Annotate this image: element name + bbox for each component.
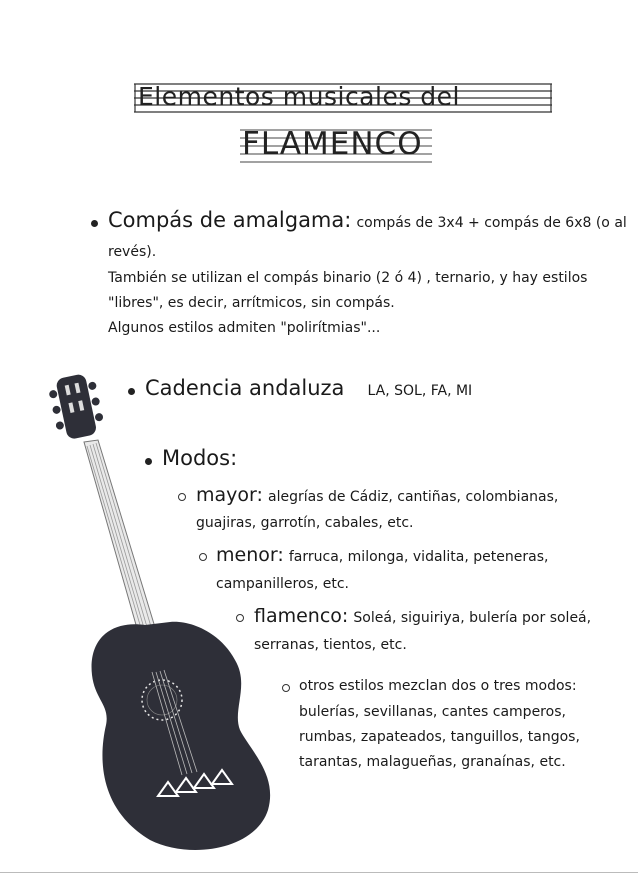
page-edge-divider xyxy=(0,872,638,873)
circle-bullet-icon xyxy=(282,684,290,692)
compas-text4: "libres", es decir, arrítmicos, sin compás. xyxy=(108,295,395,311)
compas-line1 xyxy=(108,208,627,232)
circle-bullet-icon xyxy=(178,493,186,501)
flamenco-label: flamenco: xyxy=(254,605,349,627)
compas-text2: revés). xyxy=(108,244,157,260)
bullet-icon xyxy=(128,388,135,395)
flamenco-text2: serranas, tientos, etc. xyxy=(254,637,407,653)
title-staff xyxy=(134,80,552,116)
compas-text5: Algunos estilos admiten "polirítmias"... xyxy=(108,320,381,336)
compas-text3: También se utilizan el compás binario (2 ó 4) , ternario, y hay estilos xyxy=(108,270,588,286)
compas-heading: Compás de amalgama: xyxy=(108,208,352,232)
otros-text3: rumbas, zapateados, tanguillos, tangos, xyxy=(299,729,580,745)
bullet-icon xyxy=(145,458,152,465)
otros-text1: otros estilos mezclan dos o tres modos: xyxy=(299,678,577,694)
compas-text1: compás de 3x4 + compás de 6x8 (o al xyxy=(356,215,627,231)
cadencia-line xyxy=(145,376,472,400)
cadencia-notes: LA, SOL, FA, MI xyxy=(367,383,473,399)
title-line2: FLAMENCO xyxy=(242,126,423,162)
bullet-icon xyxy=(91,220,98,227)
cadencia-heading: Cadencia andaluza xyxy=(145,376,345,400)
title-line1: Elementos musicales del xyxy=(138,82,460,111)
menor-text2: campanilleros, etc. xyxy=(216,576,349,592)
mayor-line1 xyxy=(196,484,558,506)
menor-line1 xyxy=(216,544,548,566)
flamenco-text1: Soleá, siguiriya, bulería por soleá, xyxy=(353,610,592,626)
mayor-text2: guajiras, garrotín, cabales, etc. xyxy=(196,515,414,531)
otros-text4: tarantas, malagueñas, granaínas, etc. xyxy=(299,754,566,770)
guitar-illustration-icon xyxy=(40,370,280,860)
modos-heading: Modos: xyxy=(162,446,238,470)
circle-bullet-icon xyxy=(199,553,207,561)
mayor-label: mayor: xyxy=(196,484,263,506)
circle-bullet-icon xyxy=(236,614,244,622)
menor-text1: farruca, milonga, vidalita, peteneras, xyxy=(288,549,549,565)
mayor-text1: alegrías de Cádiz, cantiñas, colombianas, xyxy=(268,489,559,505)
flamenco-line1 xyxy=(254,605,591,627)
menor-label: menor: xyxy=(216,544,284,566)
title-flamenco xyxy=(240,124,432,166)
otros-text2: bulerías, sevillanas, cantes camperos, xyxy=(299,704,566,720)
